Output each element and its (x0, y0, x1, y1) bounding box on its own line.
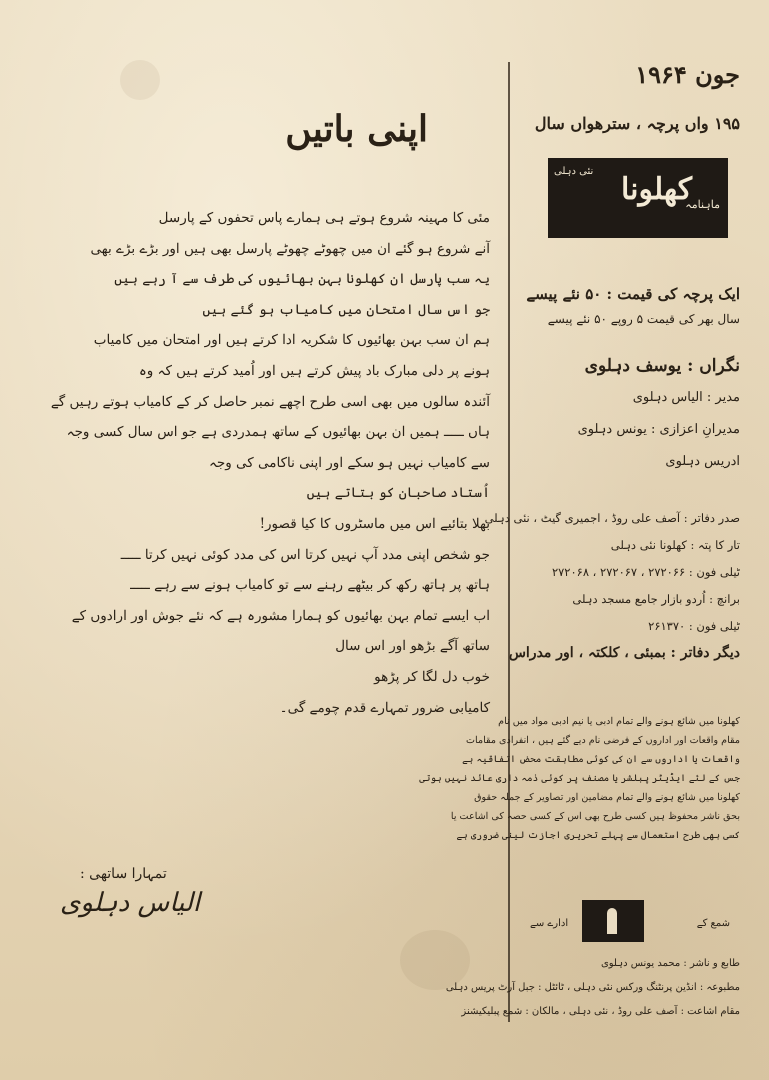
editorial-line: آنے شروع ہو گئے ان میں چھوٹے چھوٹے پارسل بھی ہیں اور بڑے بڑے بھی (90, 240, 490, 257)
notice-line: کھلونا میں شائع ہونے والے تمام مضامین اور تصاویر کے جملہ حقوق (474, 792, 740, 803)
printer-info (445, 952, 740, 1024)
editorial-line: اب ایسے تمام بہن بھائیوں کو ہمارا مشورہ ہے کہ نئے جوش اور ارادوں کے (71, 607, 490, 624)
printer-line: طابع و ناشر : محمد یونس دہلوی (600, 958, 740, 969)
editorial-line: ہم ان سب بہن بھائیوں کا شکریہ ادا کرتے ہیں اور امتحان میں کامیاب (93, 332, 490, 349)
notice-line: کھلونا میں شائع ہونے والے تمام ادبی یا نیم ادبی مواد میں نام (498, 716, 740, 727)
column-divider (508, 62, 510, 1022)
notice-line: جس کے لئے ایڈیٹر پبلشر یا مصنف پر کوئی ذمہ داری عائد نہیں ہوتی (419, 773, 740, 784)
printer-line: مطبوعہ : انڈین پرنٹنگ ورکس نئی دہلی ، ٹائٹل : جبل آرٹ پریس دہلی (445, 982, 740, 993)
editorial-line: یہ سب پارسل ان کھلونا بہن بھائیوں کی طرف سے آ رہے ہیں (114, 271, 490, 288)
editorial-line: ہاتھ پر ہاتھ رکھ کر بیٹھے رہنے سے تو کامیاب ہونے سے رہے ـــــ (130, 577, 490, 594)
editorial-line: ساتھ آگے بڑھو اور اس سال (335, 638, 490, 655)
editorial-column (40, 108, 490, 1008)
paper-stain (120, 60, 160, 100)
editorial-line: مئی کا مہینہ شروع ہوتے ہی ہمارے پاس تحفوں کے پارسل (158, 210, 490, 226)
editorial-line: خوب دل لگا کر پڑھو (374, 668, 490, 685)
office-line: برانچ : اُردو بازار جامع مسجد دہلی (572, 592, 740, 606)
masthead-monthly: ماہنامہ (685, 198, 720, 211)
editorial-body (50, 203, 490, 723)
editorial-line: آئندہ سالوں میں بھی اسی طرح اچھے نمبر حاصل کر کے کامیاب ہوتے رہیں گے (50, 393, 490, 410)
editor-line: ادریس دہلوی (665, 454, 740, 469)
printer-line: مقام اشاعت : آصف علی روڈ ، نئی دہلی ، مالکان : شمع پبلیکیشنز (461, 1006, 740, 1017)
legal-notice (419, 712, 740, 845)
office-line: دیگر دفاتر : بمبئی ، کلکتہ ، اور مدراس (508, 645, 740, 661)
office-line: صدر دفاتر : آصف علی روڈ ، اجمیری گیٹ ، نئی دہلی (484, 511, 740, 525)
masthead-logo (548, 158, 728, 238)
editorial-line: اُستاد صاحبان کو بتاتے ہیں (306, 485, 490, 502)
masthead-city: نئی دہلی (554, 166, 594, 177)
notice-line: بحق ناشر محفوظ ہیں کسی طرح بھی اس کے کسی حصہ کی اشاعت یا (450, 811, 740, 822)
publisher-logo-row (520, 900, 740, 950)
masthead-title: کھلونا (620, 172, 692, 207)
editorial-line: جو شخص اپنی مدد آپ نہیں کرتا اس کی مدد کوئی نہیں کرتا ـــــ (120, 546, 490, 563)
offices-list (484, 505, 740, 667)
issue-number: ۱۹۵ واں پرچہ ، سترھواں سال (534, 114, 740, 133)
price-yearly: سال بھر کی قیمت ۵ روپے ۵۰ نئے پیسے (547, 312, 740, 326)
logo-caption-left: ادارے سے (530, 918, 569, 929)
notice-line: کسی بھی طرح استعمال سے پہلے تحریری اجازت لینی ضروری ہے (456, 830, 740, 841)
editorial-line: جو اس سال امتحان میں کامیاب ہو گئے ہیں (202, 301, 490, 318)
logo-caption-right: شمع کے (696, 918, 730, 929)
notice-line: واقعات یا اداروں سے ان کی کوئی مطابقت محض اتفاقیہ ہے (462, 754, 740, 765)
editorial-line: ہونے پر دلی مبارک باد پیش کرتے ہیں اور اُمید کرتے ہیں کہ وہ (138, 362, 490, 379)
office-line: تار کا پتہ : کھلونا نئی دہلی (610, 538, 740, 552)
office-line: ٹیلی فون : ۲۷۲۰۶۶ ، ۲۷۲۰۶۷ ، ۲۷۲۰۶۸ (551, 565, 740, 579)
signature: الیاس دہلوی (60, 888, 201, 918)
candle-logo-icon (582, 900, 644, 942)
editor-line: مدیر : الیاس دہلوی (632, 390, 740, 405)
issue-date: جون ۱۹۶۴ (635, 60, 740, 89)
notice-line: مقام واقعات اور اداروں کے فرضی نام دیے گئے ہیں ، انفرادی مقامات (465, 735, 740, 746)
editorial-line: بھلا بتائیے اس میں ماسٹروں کا کیا قصور! (259, 515, 490, 532)
editorial-line: ہاں ـــــ ہمیں ان بہن بھائیوں کے ساتھ ہمدردی ہے جو اس سال کسی وجہ (66, 424, 490, 441)
editorial-line: سے کامیاب نہیں ہو سکے اور اپنی ناکامی کی وجہ (208, 454, 490, 471)
editors-list (520, 350, 740, 478)
signoff-label: تمہارا ساتھی : (80, 866, 167, 882)
editorial-title: اپنی باتیں (285, 108, 428, 150)
editorial-line: کامیابی ضرور تمہارے قدم چومے گی۔ (279, 699, 490, 716)
editor-line: مدیرانِ اعزازی : یونس دہلوی (577, 422, 740, 437)
editor-line: نگراں : یوسف دہلوی (584, 356, 740, 376)
price-single: ایک پرچہ کی قیمت : ۵۰ نئے پیسے (526, 285, 740, 303)
office-line: ٹیلی فون : ۲۶۱۳۷۰ (648, 619, 740, 633)
